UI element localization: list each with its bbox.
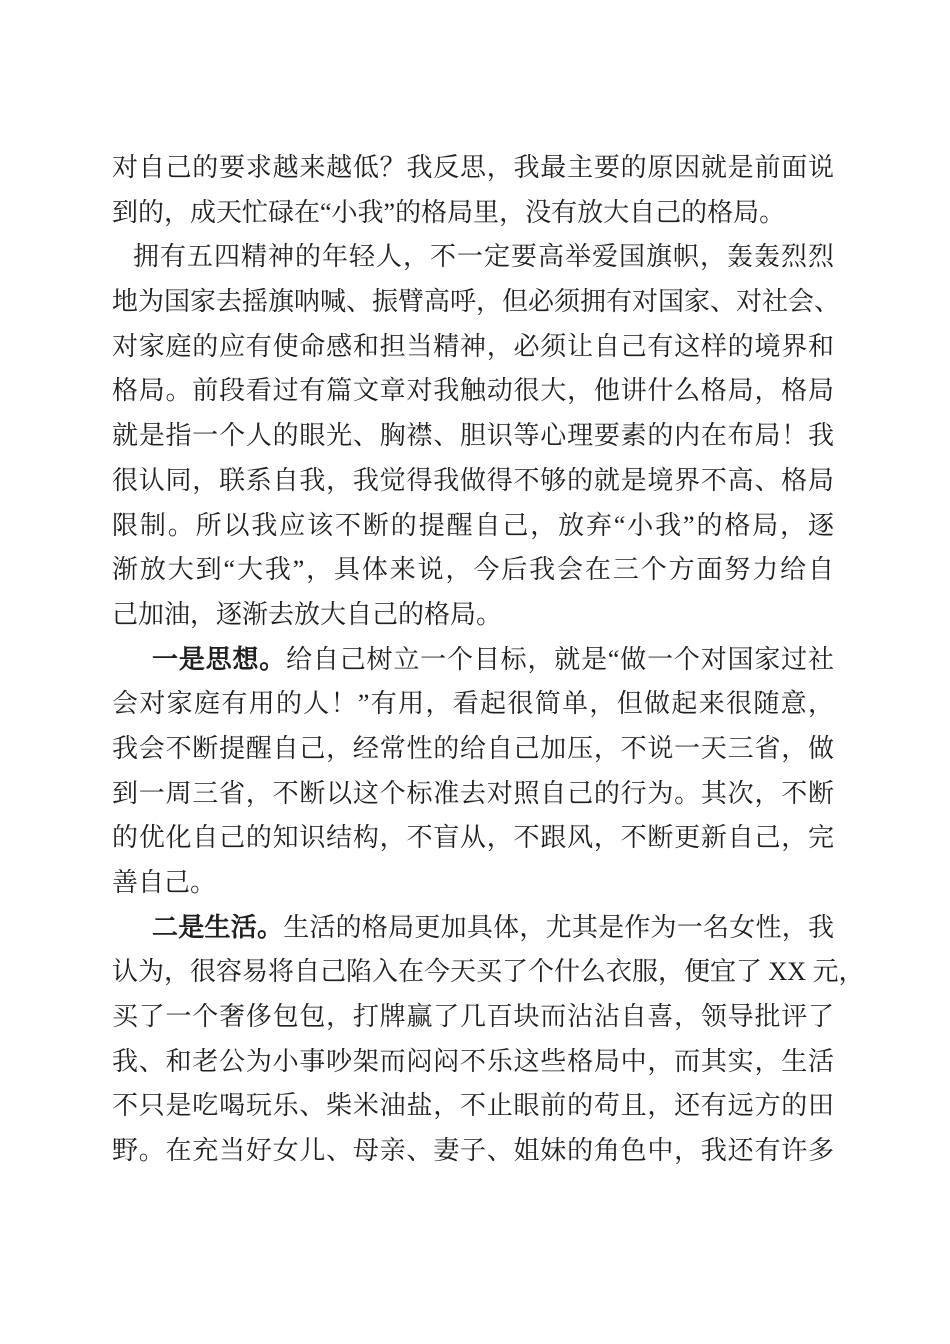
text-line (112, 548, 834, 593)
text-line (112, 369, 834, 414)
text-run: 到一周三省，不断以这个标准去对照自己的行为。其次，不断 (112, 778, 834, 808)
text-run: 会对家庭有用的人！”有用，看起很简单，但做起来很随意， (112, 689, 834, 719)
text-line (112, 146, 834, 191)
text-line (112, 950, 865, 995)
text-run: 不只是吃喝玩乐、柴米油盐，不止眼前的苟且，还有远方的田 (112, 1091, 834, 1121)
text-run: 到的，成天忙碌在“小我”的格局里，没有放大自己的格局。 (112, 197, 786, 227)
text-line (112, 906, 834, 951)
text-line (112, 861, 834, 906)
text-run: 野。在充当好女儿、母亲、妻子、姐妹的角色中，我还有许多 (112, 1136, 834, 1166)
text-line (112, 727, 834, 772)
text-run: 地为国家去摇旗呐喊、振臂高呼，但必须拥有对国家、对社会、 (112, 287, 841, 317)
text-run: 我、和老公为小事吵架而闷闷不乐这些格局中，而其实，生活 (112, 1046, 834, 1076)
text-line (112, 414, 834, 459)
text-line (112, 280, 841, 325)
text-body (112, 146, 865, 1174)
text-run: 就是指一个人的眼光、胸襟、胆识等心理要素的内在布局！我 (112, 421, 834, 451)
text-line (112, 1084, 834, 1129)
text-line (112, 816, 834, 861)
text-line (112, 995, 834, 1040)
text-run: 给自己树立一个目标，就是“做一个对国家过社 (286, 644, 834, 674)
text-run: 我会不断提醒自己，经常性的给自己加压，不说一天三省，做 (112, 733, 834, 763)
text-run: 限制。所以我应该不断的提醒自己，放弃“小我”的格局，逐 (112, 510, 834, 540)
text-run: 生活的格局更加具体，尤其是作为一名女性，我 (283, 912, 834, 942)
text-run: 认为，很容易将自己陷入在今天买了个什么衣服，便宜了 XX 元， (112, 957, 865, 987)
text-run: 对家庭的应有使命感和担当精神，必须让自己有这样的境界和 (112, 331, 834, 361)
text-run: 很认同，联系自我，我觉得我做得不够的就是境界不高、格局 (112, 465, 834, 495)
text-line (112, 459, 834, 504)
text-run: 对自己的要求越来越低？我反思，我最主要的原因就是前面说 (112, 153, 834, 182)
text-line (112, 191, 834, 236)
text-line (112, 772, 834, 817)
text-line (112, 235, 834, 280)
text-line (112, 593, 834, 638)
text-run: 善自己。 (112, 868, 217, 897)
text-run: 的优化自己的知识结构，不盲从，不跟风，不断更新自己，完 (112, 823, 834, 853)
text-run: 拥有五四精神的年轻人，不一定要高举爱国旗帜，轰轰烈烈 (133, 242, 834, 272)
text-line (112, 1040, 834, 1085)
text-run: 格局。前段看过有篇文章对我触动很大，他讲什么格局，格局 (112, 376, 834, 406)
text-run: 己加油，逐渐去放大自己的格局。 (112, 599, 503, 629)
text-line (112, 504, 834, 549)
text-line (112, 1129, 834, 1174)
text-line (112, 682, 834, 727)
text-run: 买了一个奢侈包包，打牌赢了几百块而沾沾自喜，领导批评了 (112, 1002, 834, 1032)
text-line (112, 325, 834, 370)
text-line (112, 638, 834, 683)
paragraph-lead-bold: 二是生活。 (152, 912, 284, 942)
text-run: 渐放大到“大我”，具体来说，今后我会在三个方面努力给自 (112, 555, 834, 585)
paragraph-lead-bold: 一是思想。 (152, 644, 287, 674)
